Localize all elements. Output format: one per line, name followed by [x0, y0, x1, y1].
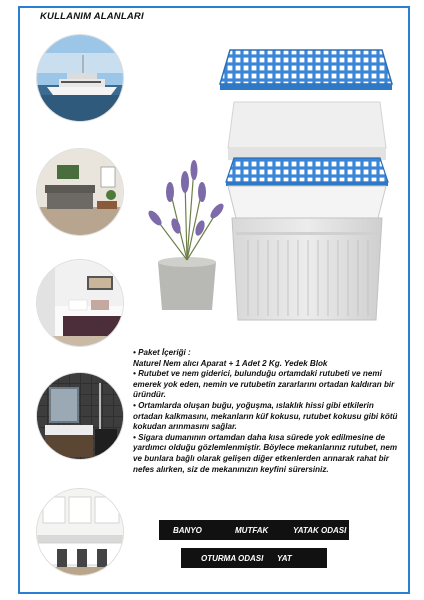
yacht-photo: [36, 34, 124, 122]
tag-mutfak: MUTFAK: [235, 526, 269, 535]
description-text: [133, 348, 399, 475]
bedroom-photo: [36, 259, 124, 347]
paragraph-smoke: • Sigara dumanının ortamdan daha kısa sürede yok edilmesine de yardımcı olduğu gözlemlenmiştir. Böylece mekanlarınız rutubet, nem ve bunlara bağlı olarak gelişen diğer etkenlerden arınarak rahat bir nefes alırken, siz de mekanınızın keyfini sürersiniz.: [133, 432, 398, 474]
tag-banyo: BANYO: [173, 526, 202, 535]
living-room-photo: [36, 148, 124, 236]
paragraph-dehumidifier: • Rutubet ve nem giderici, bulunduğu ortamdaki rutubeti ve nemi emerek yok eden, nemin ve rutubetin zararlarını ortadan kaldıran bir üründür.: [133, 369, 395, 400]
tag-yat: YAT: [277, 554, 292, 563]
dehumidifier-product-image: [130, 40, 400, 345]
page-heading: KULLANIM ALANLARI: [40, 11, 144, 22]
paragraph-condensation: • Ortamlarda oluşan buğu, yoğuşma, ıslaklık hissi gibi etkilerin ortadan kalkmasını, mekanların küf kokusu, rutubet kokusu gibi kötü kokudan arınmasını sağlar.: [133, 400, 398, 432]
kitchen-photo: [36, 488, 124, 576]
bathroom-photo: [36, 372, 124, 460]
tag-oturma-odasi: OTURMA ODASI: [201, 554, 264, 563]
tag-yatak-odasi: YATAK ODASI: [293, 526, 347, 535]
package-content-label: • Paket İçeriği :: [133, 348, 191, 357]
package-content-detail: Naturel Nem alıcı Aparat + 1 Adet 2 Kg. Yedek Blok: [133, 358, 328, 368]
